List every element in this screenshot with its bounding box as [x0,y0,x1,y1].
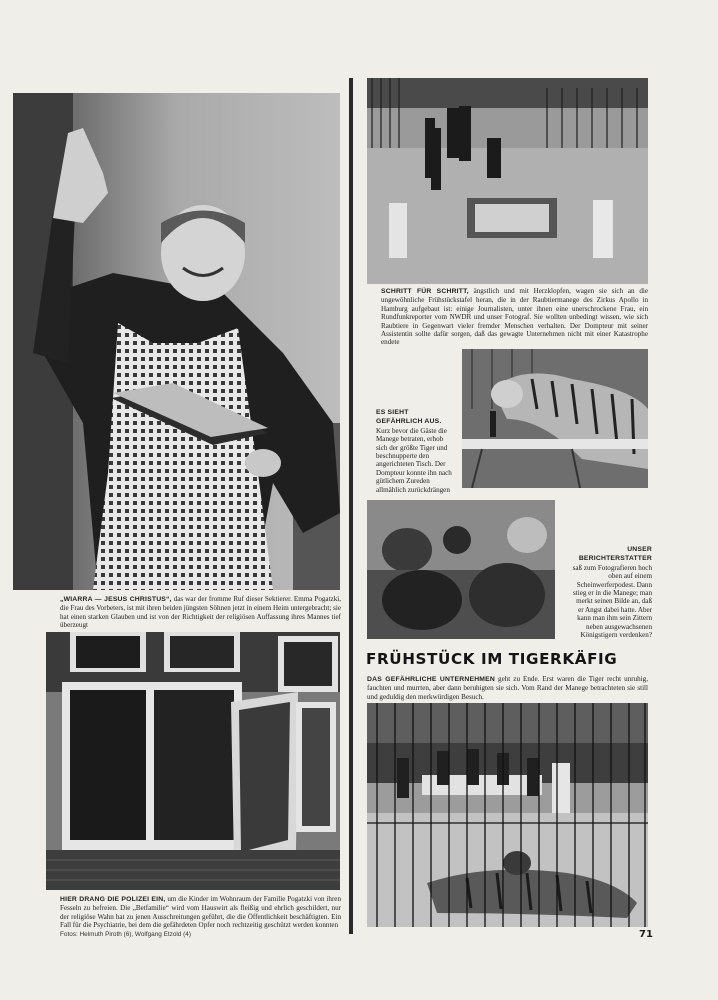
window-caption-lead: HIER DRANG DIE POLIZEI EIN, [60,896,166,903]
step-caption-lead: SCHRITT FÜR SCHRITT, [381,288,469,295]
end-caption-text: geht zu Ende. Erst waren die Tiger recht unruhig, fauchten und murrten, aber dann beruhigten sie sich. Vom Rand der Manege betrachteten sie still und geduldig den merkwürdigen Besuch. [367,675,648,701]
reporter-caption-text: saß zum Fotografieren hoch oben auf einem Scheinwerferpodest. Dann stieg er in die Manege; man merkt seinen Bilde an, daß er Angst dabei hatte. Aber kann man ihm sein Zittern neben ausgewachsenen Königstigern verdenken? [572,563,652,640]
danger-caption-lead: ES SIEHT GEFÄHRLICH AUS. [376,409,442,426]
praying-woman-photo [13,93,340,590]
page-headline: FRÜHSTÜCK IM TIGERKÄFIG [366,650,618,668]
reporter-caption [572,545,652,639]
window-photo [46,632,340,890]
woman-caption-lead: „WIARRA — JESUS CHRISTUS“, [60,596,172,603]
breakfast-cage-photo [367,703,648,927]
page-number: 71 [639,929,653,940]
woman-caption [60,595,341,630]
reporter-caption-lead: UNSER BERICHTERSTATTER [578,546,652,563]
tiger-table-photo [462,349,648,488]
window-caption-text: um die Kinder im Wohnraum der Familie Pogatzki von ihren Fesseln zu befreien. Die „Betfamilie“ wird vom Hauswirt als fleißig und ehrlich geschildert, nur der religiöse Wahn hat zu jenen Ausschreitungen geführt, die die Öffentlichkeit beschäftigten. Ein Fall für die Psychiatrie, bei dem die gefährdeten Opfer noch rechtzeitig geschützt werden konnten [60,895,341,930]
danger-caption-text: Kurz bevor die Gäste die Manege betraten, erhob sich der größte Tiger und beschnupperte den angerichteten Tisch. Der Dompteur konnte ihn nach gütlichem Zureden allmählich zurückdrängen [376,426,452,494]
end-caption-lead: DAS GEFÄHRLICHE UNTERNEHMEN [367,676,496,683]
window-caption [60,895,341,930]
blurry-reporter-photo [367,500,555,639]
danger-caption [376,408,456,494]
column-divider [349,78,353,934]
cage-guests-photo [367,78,648,284]
woman-caption-text: das war der fromme Ruf dieser Sektierer. Emma Pogatzki, die Frau des Vorbeters, ist mit ihren beiden jüngsten Söhnen jetzt in einem Heim untergebracht; sie hat einen starken Glauben und ist von der Richtigkeit der religiösen Auffassung ihres Mannes tief überzeugt [60,595,341,630]
photo-credit: Fotos: Helmuth Piroth (6), Wolfgang Etzold (4) [60,931,191,938]
step-caption-text: ängstlich und mit Herzklopfen, wagen sie sich an die ungewöhnliche Frühstückstafel heran, die in der Raubtiermanege des Zirkus Apollo in Hamburg aufgebaut ist: einige Journalisten, unter ihnen eine unerschrockene Frau, ein Rundfunkreporter vom NWDR und unser Fotograf. Sie wollten unbedingt wissen, wie sich Raubtiere in Gegenwart vieler fremder Menschen verhalten. Der Dompteur mit seiner Assistentin sollte dafür sorgen, daß das gewagte Unternehmen nicht mit einer Katastrophe endete [381,287,648,347]
end-caption [367,675,648,701]
step-caption [381,287,648,347]
